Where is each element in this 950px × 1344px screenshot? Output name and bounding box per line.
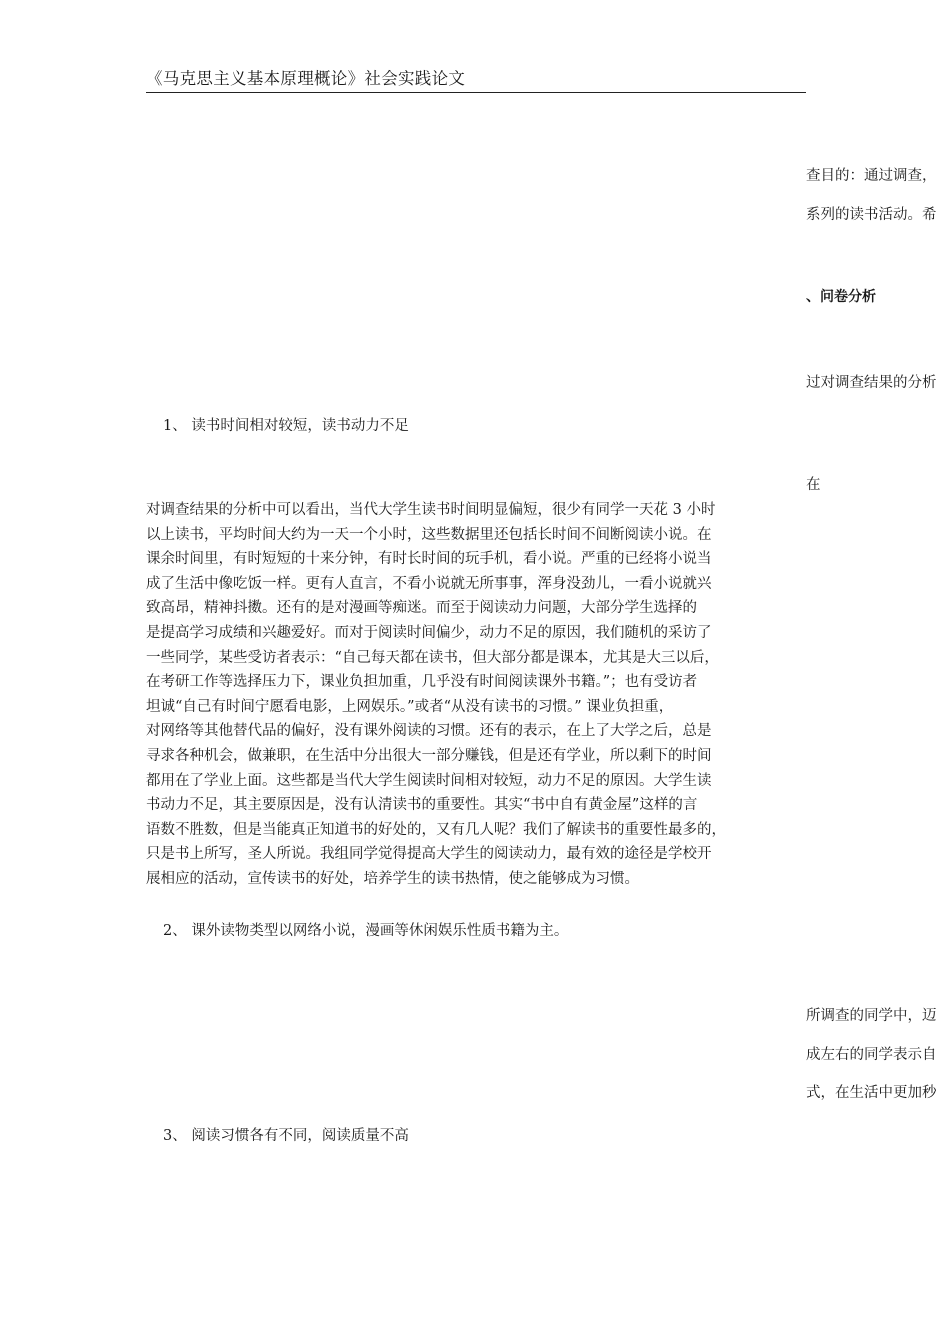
paragraph-line: 对调查结果的分析中可以看出，当代大学生读书时间明显偏短，很少有同学一天花 3 小时 xyxy=(146,502,716,518)
paragraph-line: 是提高学习成绩和兴趣爱好。而对于阅读时间偏少，动力不足的原因，我们随机的采访了 xyxy=(146,624,712,641)
zai-fragment: 在 xyxy=(806,477,821,493)
survey-purpose-fragment: 查目的：通过调查， xyxy=(806,168,937,184)
item-heading-1: 1、 读书时间相对较短，读书动力不足 xyxy=(163,418,409,434)
paragraph-line: 坦诚“自己有时间宁愿看电影，上网娱乐。”或者“从没有读书的习惯。” 课业负担重， xyxy=(146,698,674,715)
analysis-paragraph xyxy=(146,498,808,892)
paragraph-line: 展相应的活动，宣传读书的好处，培养学生的读书热情，使之能够成为习惯。 xyxy=(146,870,639,887)
paragraph-line: 致高昂，精神抖擞。还有的是对漫画等痴迷。而至于阅读动力问题，大部分学生选择的 xyxy=(146,600,697,617)
item-heading-3: 3、 阅读习惯各有不同，阅读质量不高 xyxy=(163,1128,409,1144)
paragraph-line: 在考研工作等选择压力下，课业负担加重，几乎没有时间阅读课外书籍。”；也有受访者 xyxy=(146,674,698,691)
surveyed-students-fragment: 所调查的同学中，迈 xyxy=(806,1008,937,1024)
paragraph-line: 课余时间里，有时短短的十来分钟，有时长时间的玩手机，看小说。严重的已经将小说当 xyxy=(146,551,712,568)
document-title: 《马克思主义基本原理概论》社会实践论文 xyxy=(146,69,466,88)
paragraph-line: 语数不胜数，但是当能真正知道书的好处的，又有几人呢？我们了解读书的重要性最多的， xyxy=(146,821,726,838)
paragraph-line: 书动力不足，其主要原因是，没有认清读书的重要性。其实“书中自有黄金屋”这样的言 xyxy=(146,797,698,814)
paragraph-line: 一些同学，某些受访者表示：“自己每天都在读书，但大部分都是课本，尤其是大三以后， xyxy=(146,649,719,666)
lifestyle-form-fragment: 式，在生活中更加秒 xyxy=(806,1085,937,1101)
analysis-intro-fragment: 过对调查结果的分析 xyxy=(806,375,937,391)
percentage-students-fragment: 成左右的同学表示自 xyxy=(806,1047,937,1063)
paragraph-line: 寻求各种机会，做兼职，在生活中分出很大一部分赚钱，但是还有学业，所以剩下的时间 xyxy=(146,747,712,764)
section-heading-questionnaire-analysis: 、问卷分析 xyxy=(806,289,876,305)
document-header xyxy=(146,68,806,93)
item-heading-2: 2、 课外读物类型以网络小说，漫画等休闲娱乐性质书籍为主。 xyxy=(163,923,569,939)
paragraph-line: 对网络等其他替代品的偏好，没有课外阅读的习惯。还有的表示，在上了大学之后，总是 xyxy=(146,723,712,740)
reading-activities-fragment: 系列的读书活动。希 xyxy=(806,207,937,223)
paragraph-line: 成了生活中像吃饭一样。更有人直言，不看小说就无所事事，浑身没劲儿，一看小说就兴 xyxy=(146,575,712,592)
paragraph-line: 都用在了学业上面。这些都是当代大学生阅读时间相对较短，动力不足的原因。大学生读 xyxy=(146,772,712,789)
paragraph-line: 只是书上所写，圣人所说。我组同学觉得提高大学生的阅读动力，最有效的途径是学校开 xyxy=(146,846,712,863)
paragraph-line: 以上读书，平均时间大约为一天一个小时，这些数据里还包括长时间不间断阅读小说。在 xyxy=(146,526,712,543)
